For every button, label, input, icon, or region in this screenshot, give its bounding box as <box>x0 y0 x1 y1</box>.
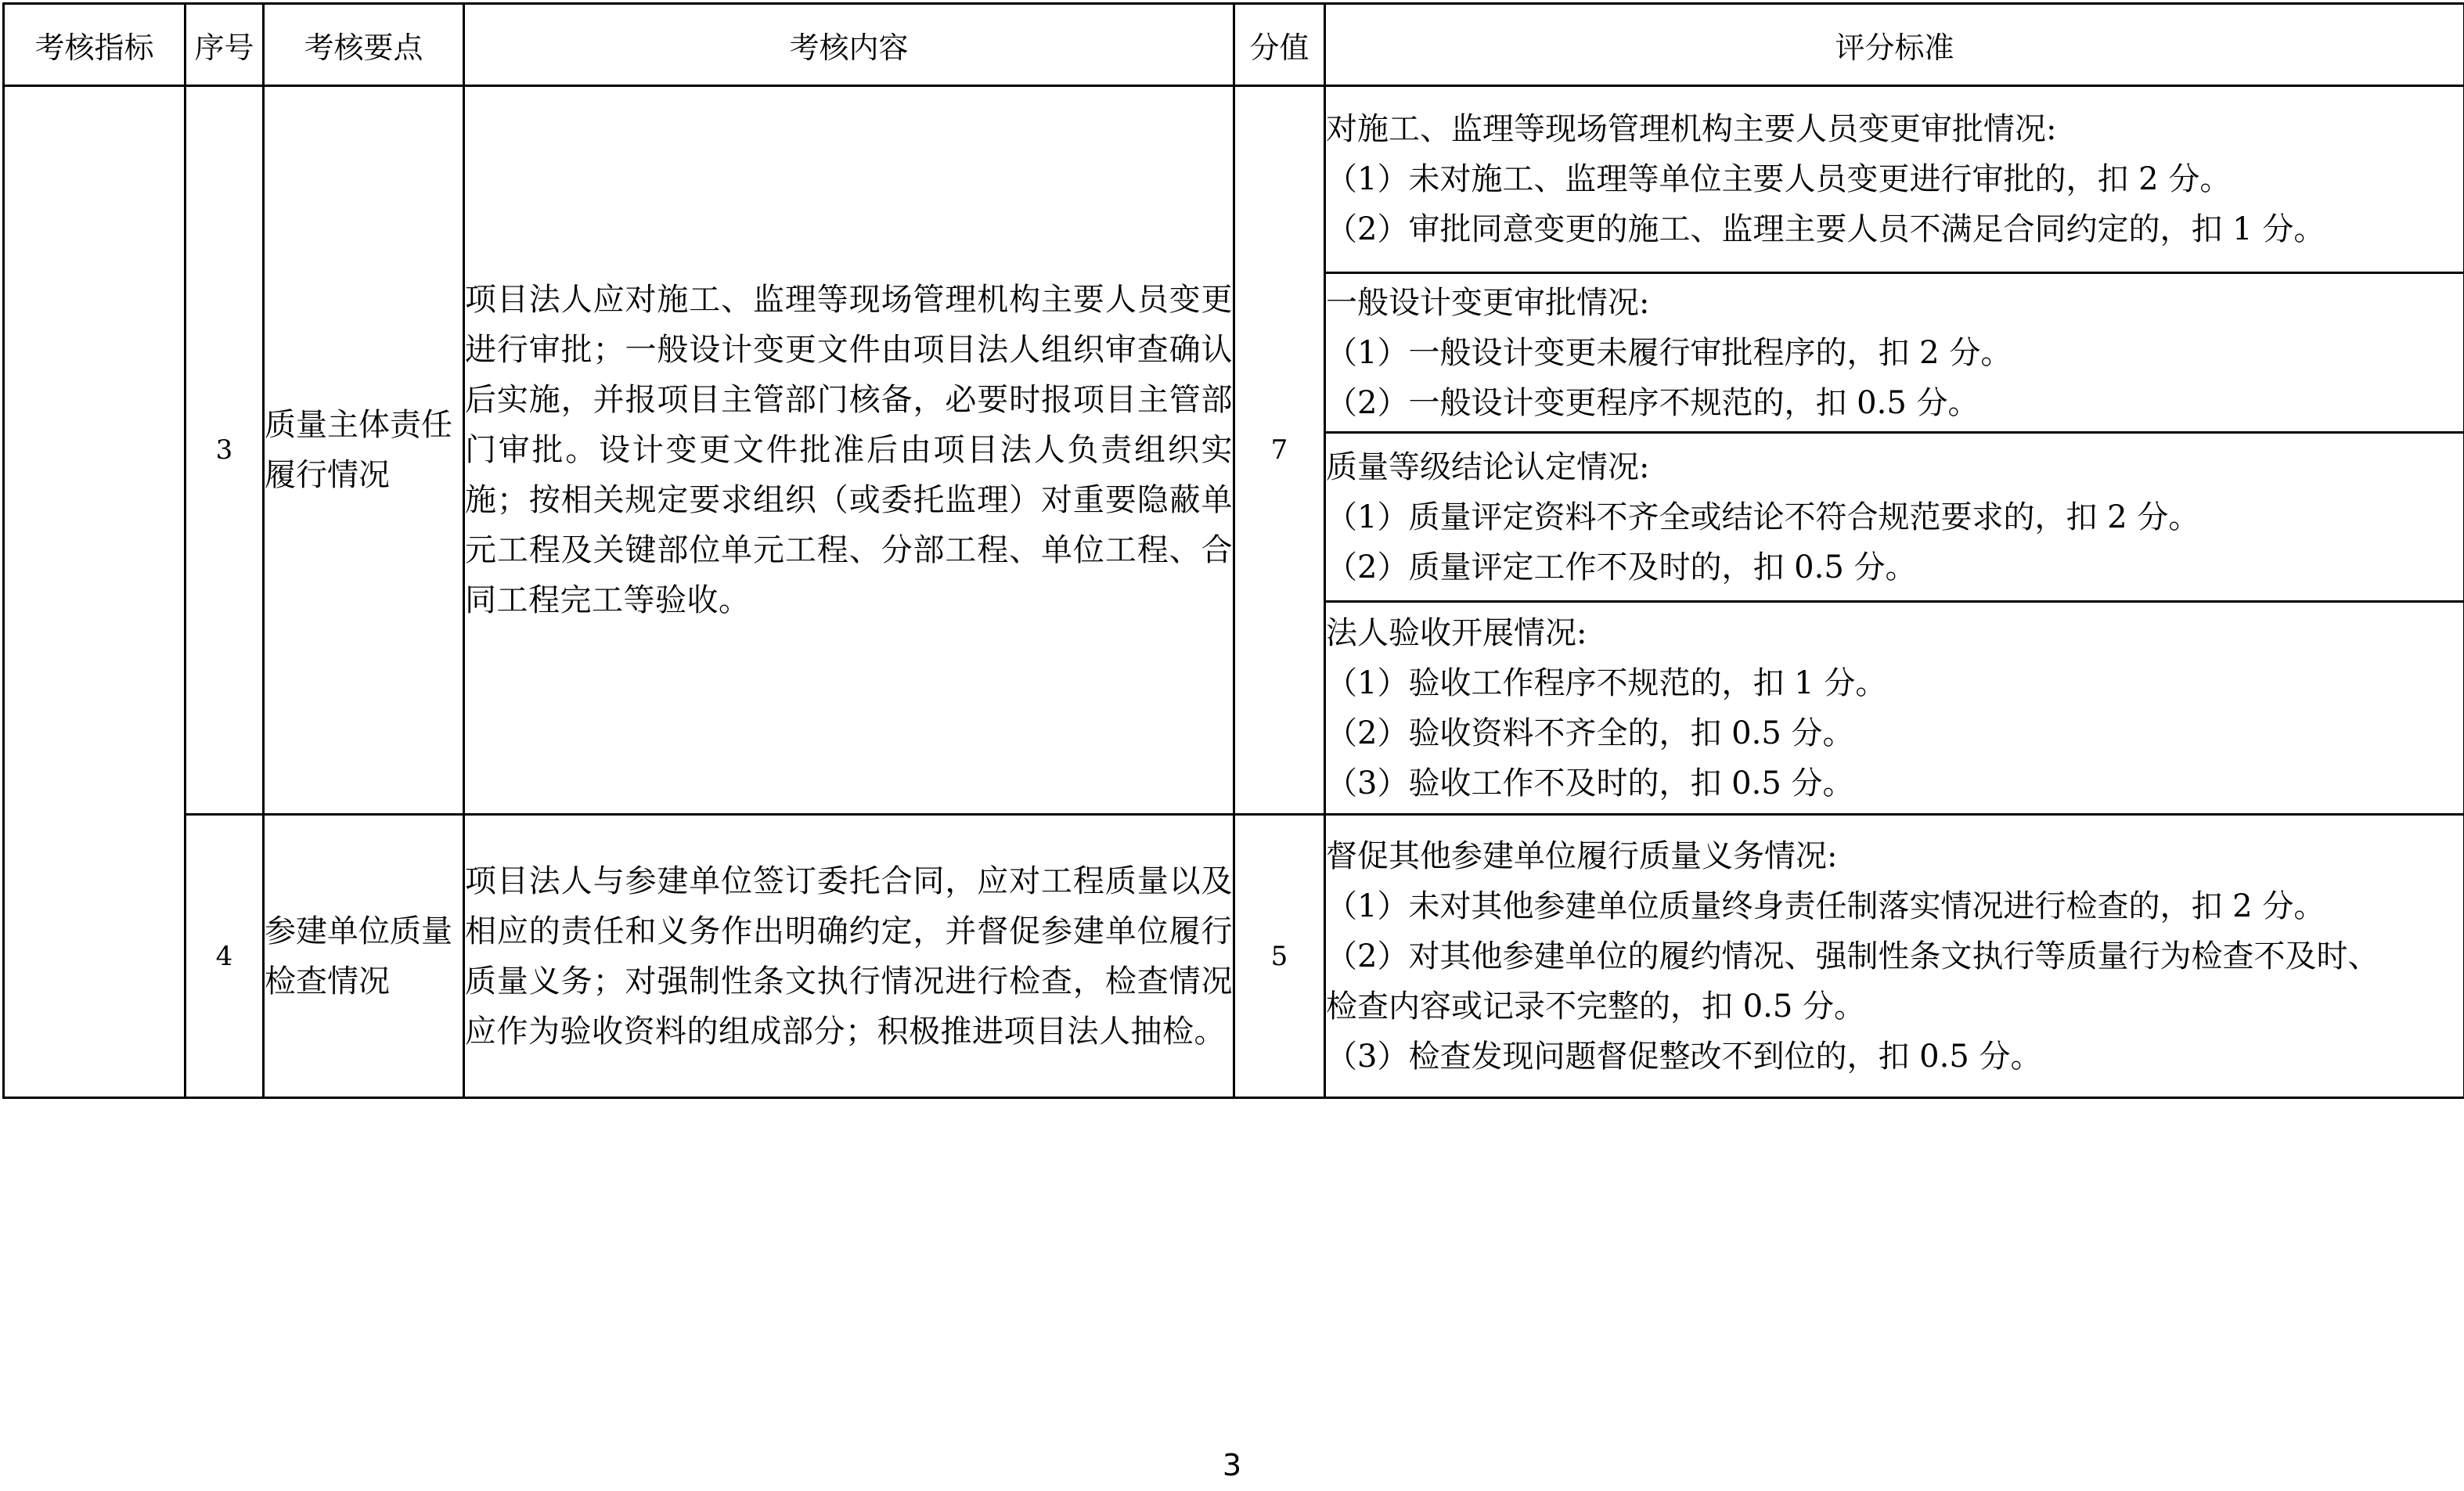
criteria-item: 检查内容或记录不完整的，扣 0.5 分。 <box>1326 988 1866 1025</box>
criteria-item: （2）验收资料不齐全的，扣 0.5 分。 <box>1326 715 1854 751</box>
page-number: 3 <box>1222 1448 1242 1482</box>
header-row <box>4 4 2464 86</box>
criteria-item: （2）质量评定工作不及时的，扣 0.5 分。 <box>1326 549 1917 585</box>
criteria-item: （1）未对施工、监理等单位主要人员变更进行审批的，扣 2 分。 <box>1326 161 2232 197</box>
criteria-cell <box>1325 815 2464 1098</box>
criteria-cell <box>1325 433 2464 602</box>
header-score: 分值 <box>1234 4 1325 86</box>
header-index: 序号 <box>186 4 264 86</box>
criteria-title: 法人验收开展情况: <box>1326 614 1587 651</box>
header-indicator: 考核指标 <box>4 4 186 86</box>
criteria-item: （1）质量评定资料不齐全或结论不符合规范要求的，扣 2 分。 <box>1326 499 2200 535</box>
criteria-item: （2）对其他参建单位的履约情况、强制性条文执行等质量行为检查不及时、 <box>1326 938 2379 974</box>
indicator-cell <box>4 86 186 1098</box>
assessment-point: 质量主体责任履行情况 <box>264 86 464 815</box>
header-content: 考核内容 <box>464 4 1234 86</box>
criteria-title: 质量等级结论认定情况: <box>1326 448 1650 485</box>
criteria-item: （2）审批同意变更的施工、监理主要人员不满足合同约定的，扣 1 分。 <box>1326 211 2325 247</box>
criteria-item: （3）验收工作不及时的，扣 0.5 分。 <box>1326 765 1854 801</box>
criteria-item: （1）验收工作程序不规范的，扣 1 分。 <box>1326 664 1887 701</box>
row-index: 3 <box>186 86 264 815</box>
criteria-title: 一般设计变更审批情况: <box>1326 284 1650 321</box>
score-value: 5 <box>1234 815 1325 1098</box>
criteria-cell <box>1325 86 2464 273</box>
assessment-table <box>2 2 2464 1099</box>
criteria-item: （3）检查发现问题督促整改不到位的，扣 0.5 分。 <box>1326 1038 2042 1075</box>
row-index: 4 <box>186 815 264 1098</box>
table-row <box>4 815 2464 1098</box>
criteria-title: 对施工、监理等现场管理机构主要人员变更审批情况: <box>1326 111 2057 147</box>
assessment-content: 项目法人应对施工、监理等现场管理机构主要人员变更进行审批；一般设计变更文件由项目法人组织审查确认后实施，并报项目主管部门核备，必要时报项目主管部门审批。设计变更文件批准后由项目法人负责组织实施；按相关规定要求组织（或委托监理）对重要隐蔽单元工程及关键部位单元工程、分部工程、单位工程、合同工程完工等验收。 <box>464 86 1234 815</box>
header-criteria: 评分标准 <box>1325 4 2464 86</box>
assessment-point: 参建单位质量检查情况 <box>264 815 464 1098</box>
criteria-cell <box>1325 602 2464 815</box>
criteria-item: （1）一般设计变更未履行审批程序的，扣 2 分。 <box>1326 334 2012 371</box>
criteria-title: 督促其他参建单位履行质量义务情况: <box>1326 837 1838 874</box>
assessment-content: 项目法人与参建单位签订委托合同，应对工程质量以及相应的责任和义务作出明确约定，并督促参建单位履行质量义务；对强制性条文执行情况进行检查，检查情况应作为验收资料的组成部分；积极推进项目法人抽检。 <box>464 815 1234 1098</box>
table-row <box>4 86 2464 273</box>
criteria-item: （1）未对其他参建单位质量终身责任制落实情况进行检查的，扣 2 分。 <box>1326 888 2325 924</box>
criteria-item: （2）一般设计变更程序不规范的，扣 0.5 分。 <box>1326 384 1979 421</box>
score-value: 7 <box>1234 86 1325 815</box>
header-point: 考核要点 <box>264 4 464 86</box>
criteria-cell <box>1325 273 2464 433</box>
